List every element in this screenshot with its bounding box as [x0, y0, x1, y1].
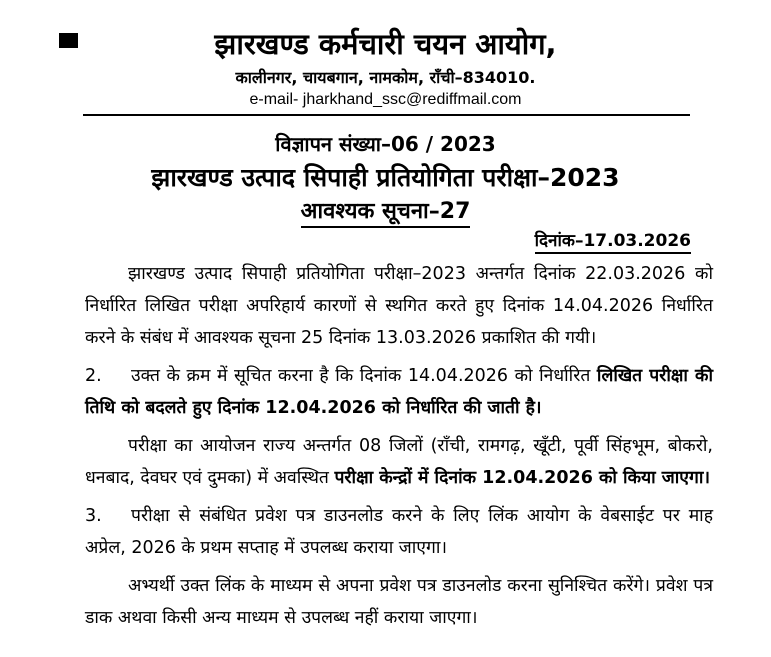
paragraph-2-bold-text: लिखित परीक्षा की तिथि को बदलते हुए दिनांक 12.04.2026 को निर्धारित की जाती है।: [85, 366, 714, 418]
paragraph-5: [85, 570, 713, 634]
notice-date-row: [0, 230, 691, 252]
exam-title: झारखण्ड उत्पाद सिपाही प्रतियोगिता परीक्षा–2023: [151, 163, 620, 192]
paragraph-3-bold-text: परीक्षा केन्द्रों में दिनांक 12.04.2026 को किया जाएगा।: [334, 468, 710, 488]
notice-subject: आवश्यक सूचना–27: [301, 199, 471, 228]
paragraph-4-number: 3.: [85, 506, 102, 526]
paragraph-3: [85, 430, 713, 494]
paragraph-4-text: परीक्षा से संबंधित प्रवेश पत्र डाउनलोड करने के लिए लिंक आयोग के वेबसाईट पर माह अप्रेल, 2026 के प्रथम सप्ताह में उपलब्ध कराया जाएगा।: [85, 506, 713, 558]
header-divider-line: [83, 114, 690, 116]
org-name: झारखण्ड कर्मचारी चयन आयोग,: [214, 27, 557, 61]
paragraph-2-text: उक्त के क्रम में सूचित करना है कि दिनांक 14.04.2026 को निर्धारित: [131, 366, 597, 386]
paragraph-2-number: 2.: [85, 366, 102, 386]
paragraph-2: [85, 360, 713, 424]
org-address: कालीनगर, चायबगान, नामकोम, राँची–834010.: [235, 68, 536, 87]
paragraph-5-text: अभ्यर्थी उक्त लिंक के माध्यम से अपना प्रवेश पत्र डाउनलोड करना सुनिश्चित करेंगे। प्रवेश पत्र डाक अथवा किसी अन्य माध्यम से उपलब्ध नहीं कराया जाएगा।: [85, 576, 713, 628]
paragraph-4: [85, 500, 713, 564]
org-email: e-mail- jharkhand_ssc@rediffmail.com: [249, 91, 522, 108]
advertisement-number: विज्ञापन संख्या–06 / 2023: [275, 132, 496, 156]
notice-date: दिनांक–17.03.2026: [535, 231, 691, 254]
notice-subject-row: [0, 199, 771, 226]
scan-artifact-mark: [59, 33, 78, 48]
paragraph-3-text: परीक्षा का आयोजन राज्य अन्तर्गत 08 जिलों (राँची, रामगढ़, खूँटी, पूर्वी सिंहभूम, बोकरो, धनबाद, देवघर एवं दुमका) में अवस्थित: [85, 436, 713, 488]
notice-body: [85, 258, 713, 634]
paragraph-1-text: झारखण्ड उत्पाद सिपाही प्रतियोगिता परीक्षा–2023 अन्तर्गत दिनांक 22.03.2026 को निर्धारित लिखित परीक्षा अपरिहार्य कारणों से स्थगित करते हुए दिनांक 14.04.2026 निर्धारित करने के संबंध में आवश्यक सूचना 25 दिनांक 13.03.2026 प्रकाशित की गयी।: [85, 264, 713, 348]
paragraph-1: [85, 258, 713, 354]
